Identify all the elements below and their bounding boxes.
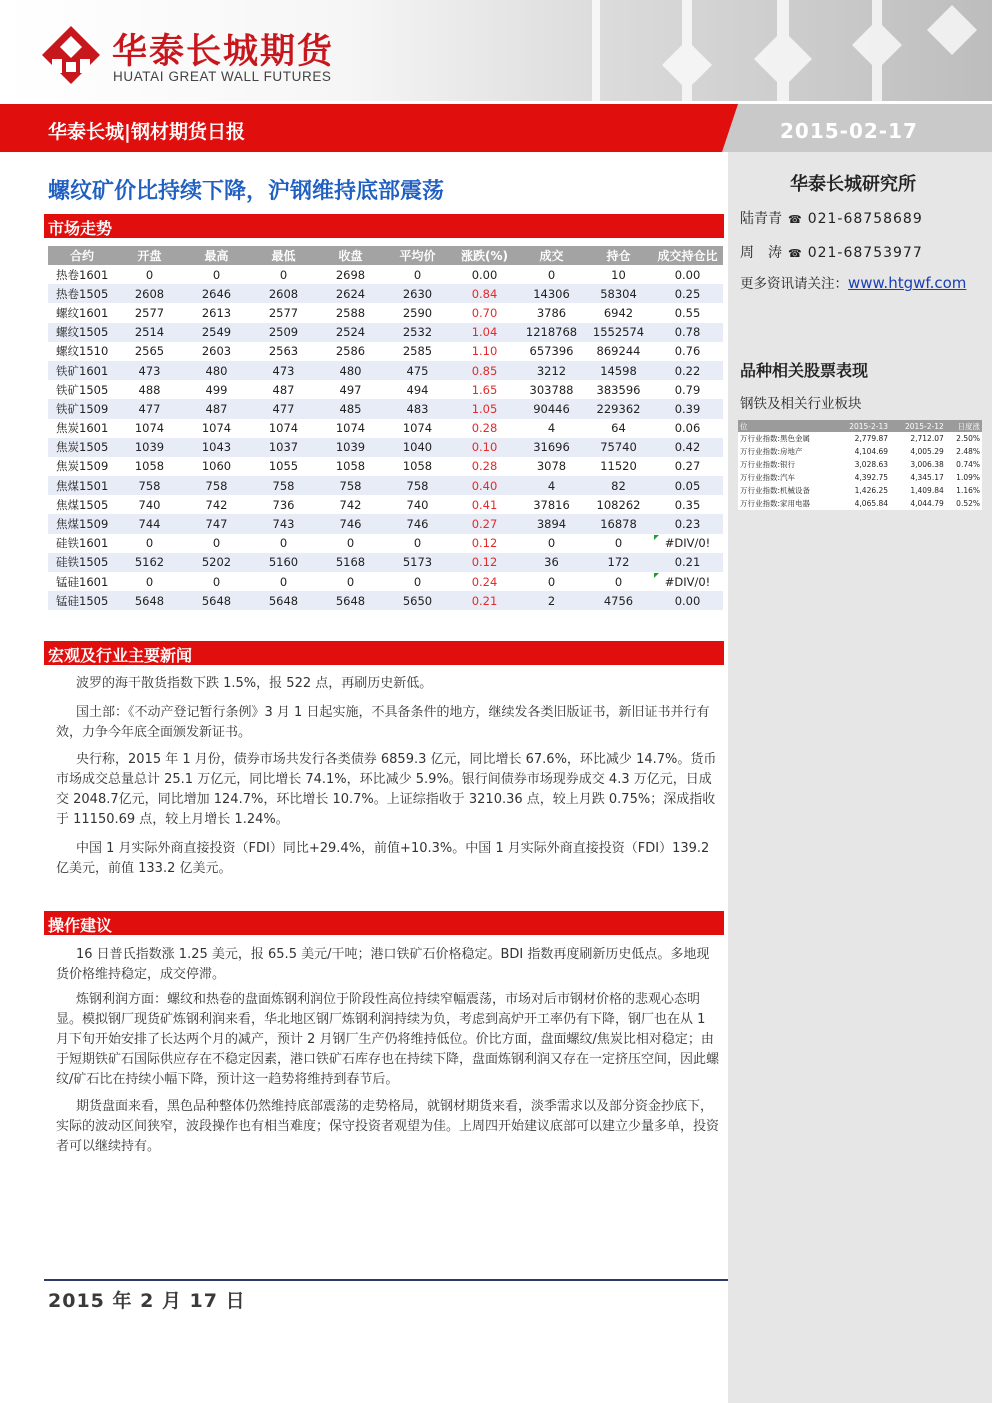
table-cell: 0 [183, 265, 250, 284]
contract-cell: 焦煤1505 [48, 495, 116, 514]
table-cell: 0.55 [652, 303, 723, 322]
table-cell: 383596 [585, 380, 652, 399]
contract-cell: 铁矿1601 [48, 361, 116, 380]
table-cell: 5160 [250, 553, 317, 572]
table-cell: 758 [250, 476, 317, 495]
table-cell: 2624 [317, 284, 384, 303]
section-header-advice [44, 911, 724, 935]
section-title: 市场走势 [48, 219, 113, 238]
table-cell: 0.35 [652, 495, 723, 514]
advice-paragraph: 16 日普氏指数涨 1.25 美元，报 65.5 美元/干吨；港口铁矿石价格稳定。BDI 指数再度刷新历史低点。多地现货价格维持稳定，成交停滞。 [56, 947, 710, 982]
table-cell: 6942 [585, 303, 652, 322]
table-cell: 2514 [116, 323, 183, 342]
table-cell: 0.24 [451, 572, 518, 591]
table-cell: 4,044.79 [890, 497, 946, 510]
table-cell: 0 [116, 572, 183, 591]
table-cell: 0 [250, 572, 317, 591]
table-cell: 5650 [384, 591, 451, 610]
table-cell: 172 [585, 553, 652, 572]
table-cell: 2563 [250, 342, 317, 361]
column-header: 最低 [250, 246, 317, 265]
table-row [738, 484, 982, 497]
section-title: 操作建议 [48, 916, 113, 935]
table-cell: 0.12 [451, 534, 518, 553]
table-cell: 万行业指数:汽车 [738, 471, 834, 484]
table-cell: 11520 [585, 457, 652, 476]
table-cell: 36 [518, 553, 585, 572]
table-cell: 488 [116, 380, 183, 399]
brand-name-cn: 华泰长城期货 [112, 32, 335, 72]
table-cell: 0.06 [652, 419, 723, 438]
footer-divider [44, 1279, 728, 1281]
table-cell: 0 [384, 265, 451, 284]
table-cell: 0.21 [451, 591, 518, 610]
news-paragraph: 波罗的海干散货指数下跌 1.5%，报 522 点，再刷历史新低。 [76, 676, 433, 691]
table-row [48, 438, 723, 457]
brand-name-en: HUATAI GREAT WALL FUTURES [113, 69, 332, 84]
table-row [48, 284, 723, 303]
table-cell: 758 [317, 476, 384, 495]
table-cell: 1058 [384, 457, 451, 476]
contact-1 [740, 208, 923, 228]
table-cell: 0 [250, 265, 317, 284]
table-cell: 2532 [384, 323, 451, 342]
table-cell: 2630 [384, 284, 451, 303]
table-cell: 5648 [183, 591, 250, 610]
table-cell: 487 [250, 380, 317, 399]
table-cell: 0.10 [451, 438, 518, 457]
right-sidebar [728, 152, 992, 1403]
table-header-row [738, 420, 982, 432]
column-header: 持仓 [585, 246, 652, 265]
table-cell: 1039 [116, 438, 183, 457]
table-cell: 869244 [585, 342, 652, 361]
contract-cell: 螺纹1505 [48, 323, 116, 342]
table-cell [652, 572, 723, 591]
table-cell: 5202 [183, 553, 250, 572]
table-cell: 58304 [585, 284, 652, 303]
report-date: 2015-02-17 [780, 119, 918, 143]
column-header: 开盘 [116, 246, 183, 265]
table-cell: 229362 [585, 399, 652, 418]
contract-cell: 焦煤1509 [48, 514, 116, 533]
table-cell: 1.04 [451, 323, 518, 342]
column-header: 成交持仓比 [652, 246, 723, 265]
news-paragraph: 国土部：《不动产登记暂行条例》3 月 1 日起实施，不具备条件的地方，继续发各类旧版证书，新旧证书并行有效，力争今年底全面颁发新证书。 [56, 705, 710, 740]
table-cell: 2646 [183, 284, 250, 303]
column-header: 平均价 [384, 246, 451, 265]
table-cell: 31696 [518, 438, 585, 457]
table-cell: 14306 [518, 284, 585, 303]
table-cell: 480 [183, 361, 250, 380]
column-header: 合约 [48, 246, 116, 265]
table-cell: 5173 [384, 553, 451, 572]
table-cell: 4,065.84 [834, 497, 890, 510]
contact-2 [740, 242, 923, 262]
table-row [48, 495, 723, 514]
page-header [0, 0, 992, 101]
table-cell: 90446 [518, 399, 585, 418]
table-cell: 0.78 [652, 323, 723, 342]
table-cell: 4,005.29 [890, 445, 946, 458]
table-cell: 3786 [518, 303, 585, 322]
table-cell: 743 [250, 514, 317, 533]
table-cell: 0 [183, 572, 250, 591]
table-cell: 2 [518, 591, 585, 610]
table-cell: 1.05 [451, 399, 518, 418]
table-cell: 0.21 [652, 553, 723, 572]
table-row [48, 303, 723, 322]
contact-name: 周 涛 [740, 245, 782, 261]
table-cell: 1074 [116, 419, 183, 438]
contract-cell: 铁矿1509 [48, 399, 116, 418]
table-cell: 746 [317, 514, 384, 533]
table-cell: 2613 [183, 303, 250, 322]
table-cell: 0 [518, 265, 585, 284]
table-row [48, 265, 723, 284]
table-cell: 0.27 [652, 457, 723, 476]
table-cell: 2565 [116, 342, 183, 361]
news-paragraph: 央行称，2015 年 1 月份，债券市场共发行各类债券 6859.3 亿元，同比增长 67.6%，环比减少 14.7%。货币市场成交总量总计 25.1 万亿元，同比增长 74.1%，环比减少 5.9%。银行间债券市场现券成交 4.3 万亿元，日成交 2048.7亿元，同比增加 124.7%，环比增长 10.7%。上证综指收于 3210.36 点，较上月跌 0.75%；深成指收于 11150.69 点，较上月增长 1.24%。 [56, 752, 717, 827]
stock-section-title: 品种相关股票表现 [740, 361, 869, 380]
stock-section-subtitle: 钢铁及相关行业板块 [740, 396, 862, 412]
table-cell: 477 [250, 399, 317, 418]
table-cell: 1.09% [946, 471, 982, 484]
table-cell: 0.05 [652, 476, 723, 495]
contract-cell: 螺纹1601 [48, 303, 116, 322]
table-cell: 742 [317, 495, 384, 514]
contact-phone: 021-68753977 [807, 245, 923, 261]
table-cell: 0.85 [451, 361, 518, 380]
table-cell: 4756 [585, 591, 652, 610]
table-cell: 0.00 [451, 265, 518, 284]
table-cell: 1039 [317, 438, 384, 457]
table-cell: 14598 [585, 361, 652, 380]
table-cell: 0.27 [451, 514, 518, 533]
table-cell: 0 [518, 572, 585, 591]
table-cell: 万行业指数:黑色金属 [738, 432, 834, 445]
table-cell: 2608 [250, 284, 317, 303]
error-flag-icon [654, 573, 659, 578]
table-cell: 2549 [183, 323, 250, 342]
table-row [48, 380, 723, 399]
table-cell: 0.52% [946, 497, 982, 510]
contract-cell: 焦煤1501 [48, 476, 116, 495]
table-cell: 1074 [250, 419, 317, 438]
table-row [48, 323, 723, 342]
contract-cell: 焦炭1601 [48, 419, 116, 438]
table-cell: 475 [384, 361, 451, 380]
table-cell: 1.10 [451, 342, 518, 361]
table-cell: 5168 [317, 553, 384, 572]
table-cell: 2577 [116, 303, 183, 322]
table-cell: 0 [384, 534, 451, 553]
table-cell: 1.16% [946, 484, 982, 497]
huatai-logo-icon [42, 26, 100, 84]
contract-cell: 锰硅1601 [48, 572, 116, 591]
table-cell: 0 [116, 265, 183, 284]
contract-cell: 螺纹1510 [48, 342, 116, 361]
table-cell: 746 [384, 514, 451, 533]
column-header: 位 [738, 420, 834, 432]
column-header: 涨跌(%) [451, 246, 518, 265]
table-cell: 740 [384, 495, 451, 514]
ratio-text: #DIV/0! [664, 536, 711, 551]
table-cell: 0 [250, 534, 317, 553]
table-cell: 3894 [518, 514, 585, 533]
table-cell: 2603 [183, 342, 250, 361]
table-cell: 1058 [317, 457, 384, 476]
table-cell: 0 [384, 572, 451, 591]
table-cell: 万行业指数:银行 [738, 458, 834, 471]
more-info [740, 272, 966, 292]
table-cell: 万行业指数:房地产 [738, 445, 834, 458]
table-cell: 1218768 [518, 323, 585, 342]
table-cell: 2698 [317, 265, 384, 284]
table-cell: 5162 [116, 553, 183, 572]
table-cell: 473 [250, 361, 317, 380]
table-cell: 5648 [250, 591, 317, 610]
table-cell: 1058 [116, 457, 183, 476]
contact-phone: 021-68758689 [807, 211, 923, 227]
table-cell: 497 [317, 380, 384, 399]
table-cell: 4,392.75 [834, 471, 890, 484]
table-cell: 0.74% [946, 458, 982, 471]
table-cell: 744 [116, 514, 183, 533]
table-row [48, 399, 723, 418]
column-header: 2015-2-13 [834, 420, 890, 432]
contract-cell: 硅铁1601 [48, 534, 116, 553]
table-row [738, 497, 982, 510]
advice-paragraph: 期货盘面来看，黑色品种整体仍然维持底部震荡的走势格局，就钢材期货来看，淡季需求以及部分资金抄底下，实际的波动区间狭窄，波段操作也有相当难度；保守投资者观望为佳。上周四开始建议底部可以建立少量多单，投资者可以继续持有。 [56, 1099, 720, 1154]
table-cell: 1,409.84 [890, 484, 946, 497]
table-row [48, 591, 723, 610]
table-row [48, 419, 723, 438]
table-row [738, 445, 982, 458]
website-link[interactable]: www.htgwf.com [848, 274, 967, 292]
table-cell: 2,712.07 [890, 432, 946, 445]
table-cell: 0.79 [652, 380, 723, 399]
table-cell: 740 [116, 495, 183, 514]
table-cell: 万行业指数:机械设备 [738, 484, 834, 497]
table-cell: 64 [585, 419, 652, 438]
table-cell: 2,779.87 [834, 432, 890, 445]
contract-cell: 热卷1601 [48, 265, 116, 284]
footer-date: 2015 年 2 月 17 日 [48, 1290, 246, 1312]
table-cell: 82 [585, 476, 652, 495]
table-cell: 3078 [518, 457, 585, 476]
table-cell: 0.28 [451, 457, 518, 476]
table-cell: 0 [585, 534, 652, 553]
table-cell: 10 [585, 265, 652, 284]
table-cell: 303788 [518, 380, 585, 399]
table-cell: 2.50% [946, 432, 982, 445]
contact-name: 陆青青 [740, 211, 782, 227]
column-header: 收盘 [317, 246, 384, 265]
table-cell: 3,028.63 [834, 458, 890, 471]
table-cell: 2509 [250, 323, 317, 342]
table-cell: 1074 [317, 419, 384, 438]
table-cell: 494 [384, 380, 451, 399]
table-cell: 480 [317, 361, 384, 380]
contract-cell: 铁矿1505 [48, 380, 116, 399]
table-cell: 2590 [384, 303, 451, 322]
contract-cell: 焦炭1505 [48, 438, 116, 457]
table-cell: 2585 [384, 342, 451, 361]
table-row [48, 361, 723, 380]
table-row [48, 457, 723, 476]
table-cell: 758 [183, 476, 250, 495]
table-row [738, 458, 982, 471]
ratio-text: #DIV/0! [664, 574, 711, 589]
table-cell: 0 [585, 572, 652, 591]
table-cell: 0 [317, 572, 384, 591]
table-row [48, 553, 723, 572]
table-cell: 0.28 [451, 419, 518, 438]
table-cell: 1552574 [585, 323, 652, 342]
table-cell: 487 [183, 399, 250, 418]
institute-name: 华泰长城研究所 [790, 174, 916, 195]
error-flag-icon [654, 535, 659, 540]
table-cell: 0.00 [652, 591, 723, 610]
table-row [738, 471, 982, 484]
section-header-news [44, 641, 724, 665]
table-cell: 0.25 [652, 284, 723, 303]
advice-paragraph: 炼钢利润方面：螺纹和热卷的盘面炼钢利润位于阶段性高位持续窄幅震荡，市场对后市钢材价格的悲观心态明显。模拟钢厂现货矿炼钢利润来看，华北地区钢厂炼钢利润持续为负，考虑到高炉开工率仍有下降，钢厂也在从 1 月下旬开始安排了长达两个月的减产，预计 2 月钢厂生产仍将维持低位。价比方面，盘面螺纹/焦炭比相对稳定；由于短期铁矿石国际供应存在不稳定因素，港口铁矿石库存也在持续下降，盘面炼钢利润又存在一定挤压空间，因此螺纹/矿石比在持续小幅下降，预计这一趋势将维持到春节后。 [56, 992, 720, 1087]
table-cell: 0.41 [451, 495, 518, 514]
table-cell: 1074 [384, 419, 451, 438]
table-cell: 736 [250, 495, 317, 514]
table-cell: 0.42 [652, 438, 723, 457]
column-header: 最高 [183, 246, 250, 265]
table-cell: 0.40 [451, 476, 518, 495]
table-row [48, 476, 723, 495]
contract-cell: 硅铁1505 [48, 553, 116, 572]
phone-icon: ☎ [788, 247, 802, 260]
table-row [48, 342, 723, 361]
table-cell: 2588 [317, 303, 384, 322]
table-cell: 1055 [250, 457, 317, 476]
table-cell: 742 [183, 495, 250, 514]
table-cell: 0.12 [451, 553, 518, 572]
column-header: 日度涨 [946, 420, 982, 432]
table-cell: 0.00 [652, 265, 723, 284]
news-paragraph: 中国 1 月实际外商直接投资（FDI）同比+29.4%，前值+10.3%。中国 1 月实际外商直接投资（FDI）139.2 亿美元，前值 133.2 亿美元。 [56, 841, 710, 876]
section-title: 宏观及行业主要新闻 [48, 646, 193, 665]
contract-cell: 焦炭1509 [48, 457, 116, 476]
table-cell: 758 [384, 476, 451, 495]
table-cell: 485 [317, 399, 384, 418]
headline: 螺纹矿价比持续下降，沪钢维持底部震荡 [48, 179, 445, 204]
table-cell: 2608 [116, 284, 183, 303]
table-cell: 0.76 [652, 342, 723, 361]
table-header-row [48, 246, 723, 265]
table-cell: 483 [384, 399, 451, 418]
table-cell: 0.22 [652, 361, 723, 380]
table-row [48, 572, 723, 591]
table-cell: 0.39 [652, 399, 723, 418]
table-cell: 1060 [183, 457, 250, 476]
table-cell: 2586 [317, 342, 384, 361]
table-cell: 758 [116, 476, 183, 495]
table-cell: 0 [183, 534, 250, 553]
table-cell: 473 [116, 361, 183, 380]
title-banner [0, 104, 992, 152]
column-header: 2015-2-12 [890, 420, 946, 432]
market-table [48, 246, 723, 610]
table-cell: 747 [183, 514, 250, 533]
table-cell: 2524 [317, 323, 384, 342]
table-cell: 0 [317, 534, 384, 553]
table-cell: 108262 [585, 495, 652, 514]
table-cell: 3,006.38 [890, 458, 946, 471]
table-cell: 1074 [183, 419, 250, 438]
table-cell: 5648 [317, 591, 384, 610]
table-cell: 4,104.69 [834, 445, 890, 458]
contract-cell: 热卷1505 [48, 284, 116, 303]
table-cell: 0 [116, 534, 183, 553]
more-info-label: 更多资讯请关注： [740, 276, 848, 292]
table-cell: 477 [116, 399, 183, 418]
table-cell: 37816 [518, 495, 585, 514]
table-row [48, 514, 723, 533]
table-cell: 2577 [250, 303, 317, 322]
phone-icon: ☎ [788, 213, 802, 226]
table-cell: 1043 [183, 438, 250, 457]
section-header-market [44, 214, 724, 238]
table-cell [652, 534, 723, 553]
table-cell: 4 [518, 476, 585, 495]
header-decoration [532, 0, 992, 101]
table-cell: 1.65 [451, 380, 518, 399]
table-row [48, 534, 723, 553]
table-cell: 16878 [585, 514, 652, 533]
table-cell: 657396 [518, 342, 585, 361]
table-cell: 4,345.17 [890, 471, 946, 484]
report-title: 华泰长城|钢材期货日报 [48, 121, 245, 143]
table-cell: 0.23 [652, 514, 723, 533]
table-cell: 3212 [518, 361, 585, 380]
table-row [738, 432, 982, 445]
table-cell: 75740 [585, 438, 652, 457]
table-cell: 0.84 [451, 284, 518, 303]
table-cell: 4 [518, 419, 585, 438]
column-header: 成交 [518, 246, 585, 265]
table-cell: 5648 [116, 591, 183, 610]
table-cell: 499 [183, 380, 250, 399]
table-cell: 1,426.25 [834, 484, 890, 497]
table-cell: 万行业指数:家用电器 [738, 497, 834, 510]
contract-cell: 锰硅1505 [48, 591, 116, 610]
table-cell: 2.48% [946, 445, 982, 458]
table-cell: 0 [518, 534, 585, 553]
stock-performance-table [738, 420, 982, 510]
table-cell: 1040 [384, 438, 451, 457]
table-cell: 1037 [250, 438, 317, 457]
table-cell: 0.70 [451, 303, 518, 322]
